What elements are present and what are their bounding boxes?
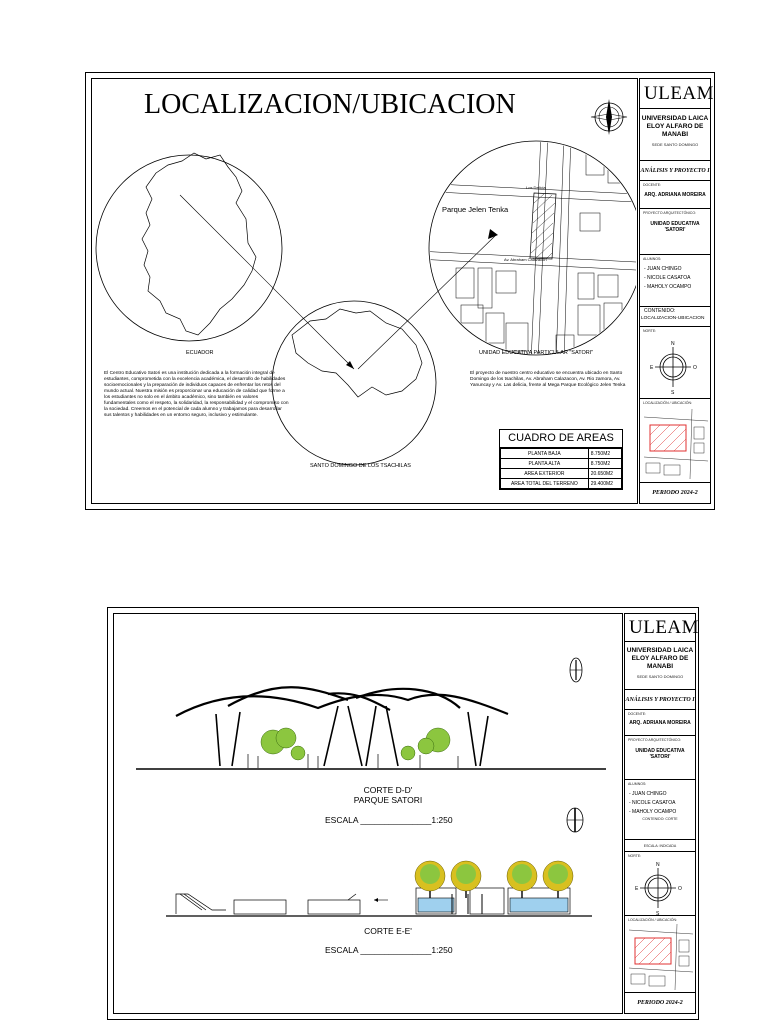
alumnos-block: [640, 255, 710, 307]
docente-label: DOCENTE:: [628, 712, 647, 716]
caption-ecuador: ECUADOR: [186, 350, 214, 356]
area-value: 29.400M2: [588, 479, 621, 489]
area-value: 8.750M2: [588, 459, 621, 469]
alumnos-block: [625, 780, 695, 840]
course-name: ANÁLISIS Y PROYECTO I: [625, 690, 695, 710]
paragraph-right: El proyecto de nuestro centro educativo se encuentra ubicado en Santo Domingo de los tsachilas, Av. Abraham Calazacon, Av. Rio zamora, Av. Yanuncay y Av. Las delicia, frente al Mega Parque Ecológico Jelen Tenka: [470, 371, 626, 388]
title-block: [639, 78, 715, 504]
sede: SEDE SANTO DOMINGO: [651, 142, 699, 147]
contenido-block: [640, 307, 710, 327]
area-value: 8.750M2: [588, 449, 621, 459]
proyecto-name: UNIDAD EDUCATIVA 'SATORI': [635, 748, 685, 760]
escala-1: ESCALA _______________1:250: [325, 815, 453, 825]
periodo: PERIODO 2024-2: [637, 1000, 683, 1006]
caption-santo-domingo: SANTO DOMINGO DE LOS TSACHILAS: [310, 463, 411, 469]
university-name: UNIVERSIDAD LAICA ELOY ALFARO DE MANABI: [641, 115, 709, 138]
area-label: PLANTA BAJA: [501, 449, 589, 459]
area-label: PLANTA ALTA: [501, 459, 589, 469]
localizacion-label: LOCALIZACIÓN / UBICACIÓN:: [643, 401, 693, 405]
alumno: - JUAN CHINGO: [629, 791, 667, 797]
alumnos-label: ALUMNOS:: [628, 782, 647, 786]
sheet-cortes: [107, 607, 699, 1020]
map-label-street-bottom: Av. Abraham Calazacon: [504, 257, 547, 262]
proyecto-block: [640, 209, 710, 255]
compass-s: S: [656, 911, 660, 916]
norte-block: [640, 327, 710, 399]
compass-icon: [625, 858, 695, 916]
alumno: - JUAN CHINGO: [644, 266, 682, 272]
paragraph-left: El Centro Educativo Satori es una institución dedicada a la formación integral de estudiantes, comprometida con la excelencia académica, el desarrollo de habilidades socioemocionales y la preparación de individuos capaces de enfrentar los retos del mundo actual. Nuestra misión es proporcionar una educación de calidad que forme a los estudiantes no solo en el ámbito académico, sino también en valores fundamentales como el respeto, la solidaridad, la responsabilidad y el compromiso con la sociedad. Creemos en el potencial de cada alumno y trabajamos para desarrollar sus talentos y habilidades en un entorno seguro, inclusivo y estimulante.: [104, 371, 289, 418]
contenido-value: LOCALIZACION-UBICACION: [641, 316, 705, 321]
proyecto-name: UNIDAD EDUCATIVA 'SATORI': [650, 221, 700, 233]
compass-o: O: [678, 886, 682, 892]
areas-table: [499, 429, 623, 490]
sheet-localizacion: [85, 72, 715, 510]
compass-n: N: [671, 341, 675, 347]
area-label: AREA EXTERIOR: [501, 469, 589, 479]
escala-label: ESCALA: INDICADA: [625, 840, 695, 852]
university-name: UNIVERSIDAD LAICA ELOY ALFARO DE MANABI: [626, 647, 694, 670]
university-block: [625, 642, 695, 690]
corte-ee-title: CORTE E-E': [364, 926, 412, 936]
title-block: [624, 613, 700, 1014]
section-drawings: [108, 608, 620, 1019]
alumno: - MAHOLY OCAMPO: [644, 284, 692, 290]
escala-2: ESCALA _______________1:250: [325, 945, 453, 955]
university-block: [640, 109, 710, 161]
compass-o: O: [693, 365, 697, 371]
periodo: PERIODO 2024-2: [652, 490, 698, 496]
localizacion-label: LOCALIZACIÓN / UBICACIÓN:: [628, 918, 678, 922]
localizacion-block: [625, 916, 695, 993]
proyecto-block: [625, 736, 695, 780]
area-value: 20.650M2: [588, 469, 621, 479]
page-title: LOCALIZACION/UBICACION: [144, 89, 516, 120]
table-row: [501, 459, 622, 469]
table-row: [501, 449, 622, 459]
area-label: AREA TOTAL DEL TERRENO: [501, 479, 589, 489]
contenido-label: CONTENIDO:: [644, 308, 676, 314]
alumno: - MAHOLY OCAMPO: [629, 809, 677, 815]
table-row: [501, 469, 622, 479]
uleam-logo: ULEAM: [625, 614, 695, 642]
compass-n: N: [656, 862, 660, 868]
compass-icon: [640, 335, 710, 395]
compass-e: E: [635, 886, 639, 892]
alumno: - NICOLE CASATOA: [644, 275, 691, 281]
localizacion-block: [640, 399, 710, 483]
map-label-parque: Parque Jelen Tenka: [442, 205, 509, 214]
alumnos-label: ALUMNOS:: [643, 257, 662, 261]
uleam-logo: ULEAM: [640, 79, 710, 109]
tree-canopies: [415, 861, 573, 891]
compass-s: S: [671, 390, 675, 395]
table-row: [501, 479, 622, 489]
contenido-label: CONTENIDO: CORTE: [642, 817, 678, 821]
proyecto-label: PROYECTO ARQUITECTÓNICO:: [643, 211, 697, 215]
norte-block: [625, 852, 695, 916]
alumno: - NICOLE CASATOA: [629, 800, 676, 806]
north-compass: [591, 99, 627, 135]
compass-e: E: [650, 365, 654, 371]
areas-title: CUADRO DE AREAS: [500, 430, 622, 448]
proyecto-label: PROYECTO ARQUITECTÓNICO:: [628, 738, 682, 742]
north-arrow-1: [570, 658, 582, 682]
ecuador-circle: [96, 155, 282, 341]
norte-label: NORTE:: [628, 854, 642, 858]
caption-unidad: UNIDAD EDUCATIVA PARTICULAR "SATORI": [479, 350, 594, 356]
location-minimap: [640, 409, 710, 479]
docente-label: DOCENTE:: [643, 183, 662, 187]
location-minimap: [625, 924, 695, 990]
ecuador-outline: [142, 153, 256, 335]
santo-domingo-outline: [292, 309, 422, 397]
docente-name: ARQ. ADRIANA MOREIRA: [644, 192, 706, 198]
sede: SEDE SANTO DOMINGO: [636, 674, 684, 679]
map-label-street-top: Los Delicia: [526, 185, 546, 190]
docente-name: ARQ. ADRIANA MOREIRA: [629, 720, 691, 726]
corte-dd-subtitle: PARQUE SATORI: [353, 795, 423, 805]
docente-block: [625, 710, 695, 736]
docente-block: [640, 181, 710, 209]
course-name: ANÁLISIS Y PROYECTO I: [640, 161, 710, 181]
norte-label: NORTE:: [643, 329, 657, 333]
north-arrow-2: [567, 808, 583, 832]
corte-dd-title: CORTE D-D': [363, 785, 413, 795]
